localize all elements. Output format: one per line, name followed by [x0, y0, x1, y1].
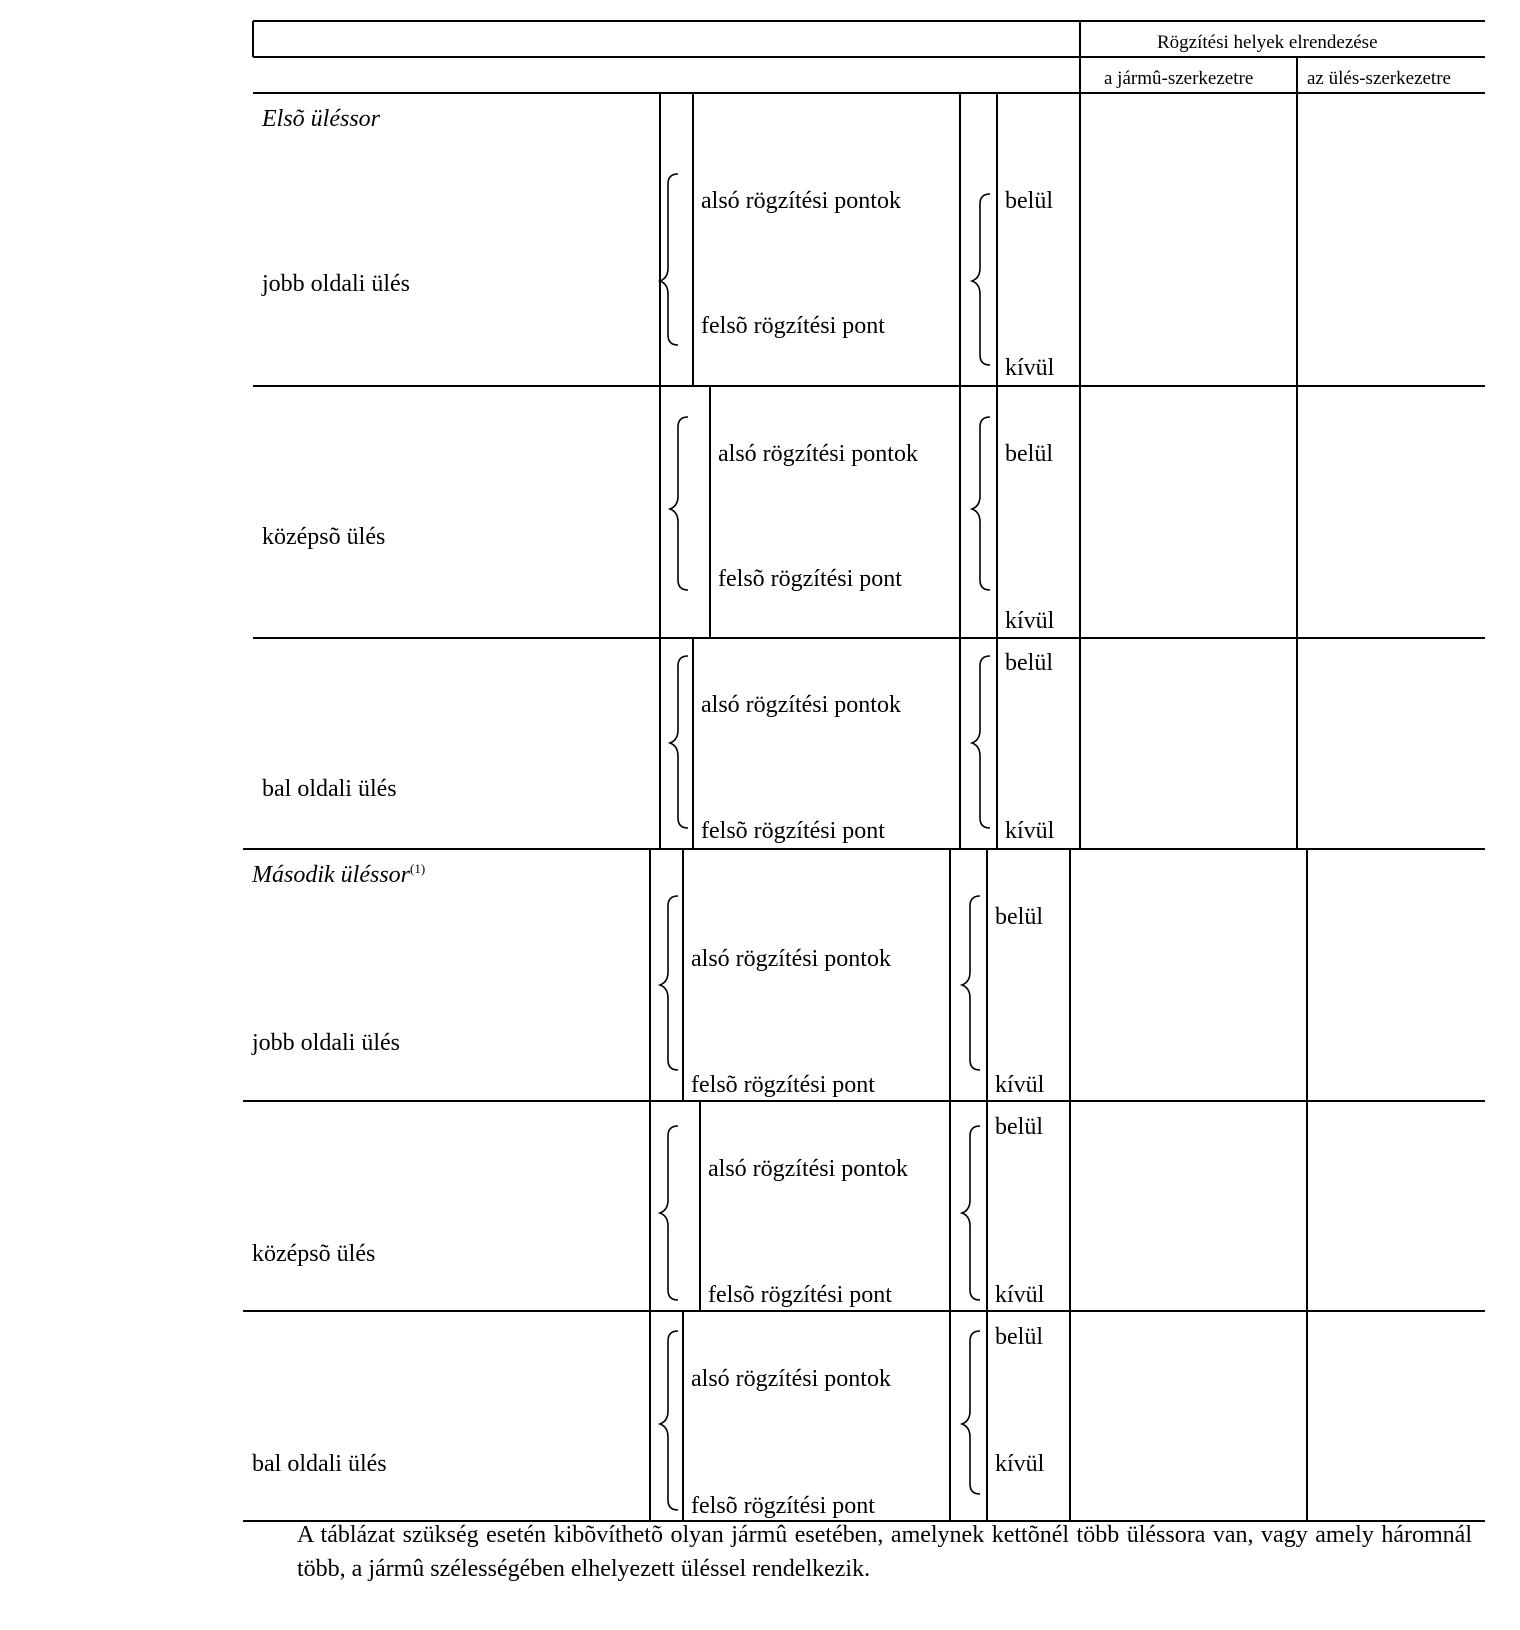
brace-right-3	[972, 656, 990, 828]
brace-right-2	[972, 417, 990, 590]
brace-right-4	[962, 896, 980, 1070]
brace-right-5	[962, 1126, 980, 1300]
sub-label-lower: alsó rögzítési pontok	[691, 946, 891, 972]
sub-label-upper: felsõ rögzítési pont	[718, 566, 902, 592]
seat-label: középsõ ülés	[262, 524, 386, 550]
position-inside: belül	[1005, 188, 1053, 214]
brace-right-6	[962, 1331, 980, 1494]
brace-left-5	[660, 1126, 678, 1300]
brace-left-3	[670, 656, 688, 828]
position-inside: belül	[1005, 441, 1053, 467]
sub-label-lower: alsó rögzítési pontok	[718, 441, 918, 467]
header-group-title: Rögzítési helyek elrendezése	[1157, 32, 1378, 53]
seat-label: bal oldali ülés	[262, 776, 397, 802]
footnote-reference: (1)	[410, 861, 426, 876]
brace-left-4	[660, 896, 678, 1070]
header-col-seat: az ülés-szerkezetre	[1307, 68, 1451, 89]
seat-label: jobb oldali ülés	[252, 1030, 400, 1056]
sub-label-upper: felsõ rögzítési pont	[708, 1282, 892, 1308]
sub-label-lower: alsó rögzítési pontok	[708, 1156, 908, 1182]
sub-label-upper: felsõ rögzítési pont	[701, 313, 885, 339]
second-row-title-text: Második üléssor	[252, 862, 410, 888]
seat-label: középsõ ülés	[252, 1241, 376, 1267]
position-inside: belül	[995, 904, 1043, 930]
sub-label-lower: alsó rögzítési pontok	[701, 692, 901, 718]
footnote-text: A táblázat szükség esetén kibõvíthetõ olyan jármû esetében, amelynek kettõnél több üléssora van, vagy amely háromnál több, a jármû szélességében elhelyezett üléssel rendelkezik.	[297, 1522, 1472, 1582]
seat-label: jobb oldali ülés	[262, 271, 410, 297]
position-outside: kívül	[1005, 608, 1055, 634]
seat-label: bal oldali ülés	[252, 1451, 387, 1477]
brace-left-2	[670, 417, 688, 590]
position-outside: kívül	[995, 1072, 1045, 1098]
sub-label-upper: felsõ rögzítési pont	[691, 1493, 875, 1519]
position-outside: kívül	[1005, 355, 1055, 381]
sub-label-upper: felsõ rögzítési pont	[691, 1072, 875, 1098]
position-outside: kívül	[1005, 818, 1055, 844]
brace-left-6	[660, 1331, 678, 1510]
first-row-title: Elsõ üléssor	[262, 106, 381, 132]
header-col-vehicle: a jármû-szerkezetre	[1104, 68, 1254, 89]
position-outside: kívül	[995, 1451, 1045, 1477]
position-outside: kívül	[995, 1282, 1045, 1308]
sub-label-upper: felsõ rögzítési pont	[701, 818, 885, 844]
sub-label-lower: alsó rögzítési pontok	[701, 188, 901, 214]
position-inside: belül	[995, 1324, 1043, 1350]
sub-label-lower: alsó rögzítési pontok	[691, 1366, 891, 1392]
second-row-title	[252, 862, 425, 887]
brace-left-1	[660, 174, 678, 345]
brace-right-1	[972, 194, 990, 365]
position-inside: belül	[1005, 650, 1053, 676]
position-inside: belül	[995, 1114, 1043, 1140]
